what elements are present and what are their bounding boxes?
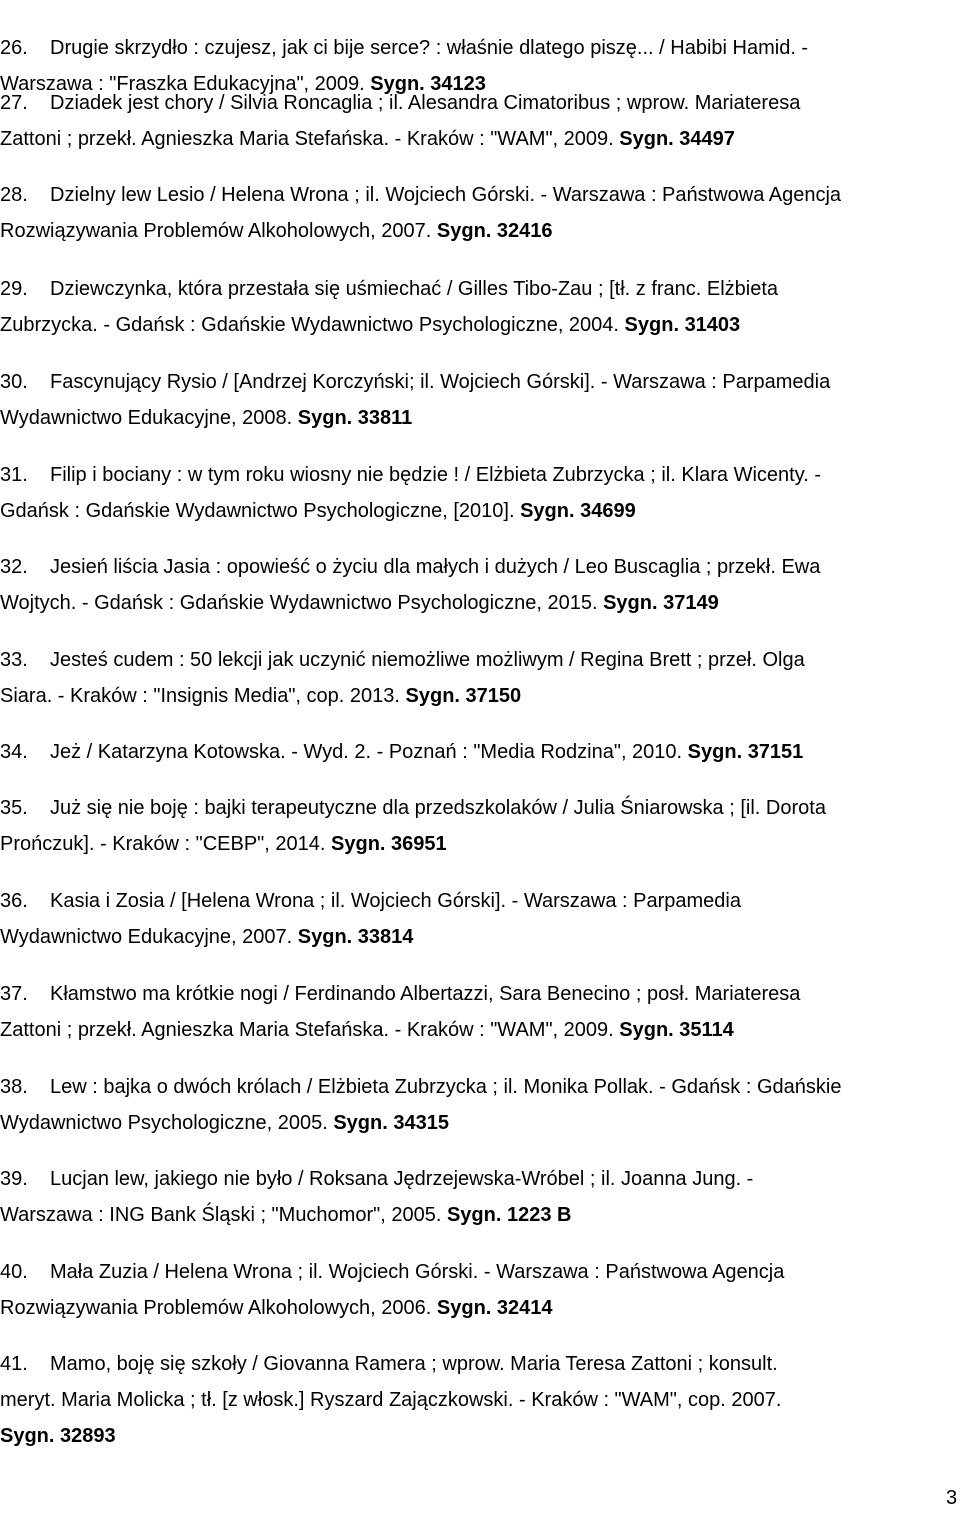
entry-text: Lucjan lew, jakiego nie było / Roksana Jędrzejewska-Wróbel ; il. Joanna Jung. - xyxy=(50,1168,754,1190)
entry-text: Mała Zuzia / Helena Wrona ; il. Wojciech Górski. - Warszawa : Państwowa Agencja xyxy=(50,1261,785,1283)
signature-label: Sygn. xyxy=(520,500,575,522)
entry-text: Jesień liścia Jasia : opowieść o życiu dla małych i dużych / Leo Buscaglia ; przekł. Ewa xyxy=(50,556,821,578)
signature-label: Sygn. xyxy=(603,592,658,614)
bibliography-entry xyxy=(0,549,960,621)
entry-text: Drugie skrzydło : czujesz, jak ci bije serce? : właśnie dlatego piszę... / Habibi Hamid. - xyxy=(50,37,809,59)
entry-text: Rozwiązywania Problemów Alkoholowych, 2006. xyxy=(0,1297,432,1319)
entry-text: Zattoni ; przekł. Agnieszka Maria Stefańska. - Kraków : "WAM", 2009. xyxy=(0,1019,614,1041)
entry-text: Prończuk]. - Kraków : "CEBP", 2014. xyxy=(0,833,326,855)
entry-text: Filip i bociany : w tym roku wiosny nie będzie ! / Elżbieta Zubrzycka ; il. Klara Wicenty. - xyxy=(50,464,822,486)
entry-number: 41. xyxy=(0,1353,28,1375)
signature-label: Sygn. xyxy=(619,1019,674,1041)
entry-text: Zattoni ; przekł. Agnieszka Maria Stefańska. - Kraków : "WAM", 2009. xyxy=(0,128,614,150)
entry-text: Wojtych. - Gdańsk : Gdańskie Wydawnictwo Psychologiczne, 2015. xyxy=(0,592,598,614)
bibliography-entry xyxy=(0,271,960,343)
signature-label: Sygn. xyxy=(405,685,460,707)
entry-text: Siara. - Kraków : "Insignis Media", cop. 2013. xyxy=(0,685,400,707)
entry-number: 36. xyxy=(0,890,28,912)
entry-number: 35. xyxy=(0,797,28,819)
bibliography-entry xyxy=(0,883,960,955)
bibliography-entry xyxy=(0,1346,960,1454)
entry-text: Zubrzycka. - Gdańsk : Gdańskie Wydawnictwo Psychologiczne, 2004. xyxy=(0,314,619,336)
signature-label: Sygn. xyxy=(619,128,674,150)
bibliography-entry xyxy=(0,85,960,157)
signature-number: 34699 xyxy=(580,500,636,522)
entry-text: Wydawnictwo Edukacyjne, 2007. xyxy=(0,926,293,948)
bibliography-entry xyxy=(0,976,960,1048)
signature-label: Sygn. xyxy=(297,926,353,948)
entry-text: Dziewczynka, która przestała się uśmiechać / Gilles Tibo-Zau ; [tł. z franc. Elżbieta xyxy=(50,278,779,300)
entry-text: Gdańsk : Gdańskie Wydawnictwo Psychologiczne, [2010]. xyxy=(0,500,515,522)
signature-number: 32414 xyxy=(496,1297,553,1319)
entry-number: 40. xyxy=(0,1261,28,1283)
bibliography-entry xyxy=(0,364,960,436)
signature-number: 33811 xyxy=(357,407,413,429)
signature-label: Sygn. xyxy=(370,73,425,95)
signature-number: 31403 xyxy=(684,314,741,336)
entry-number: 34. xyxy=(0,741,28,763)
entry-text: Warszawa : "Fraszka Edukacyjna", 2009. xyxy=(0,73,365,95)
signature-label: Sygn. xyxy=(333,1112,388,1134)
entry-number: 30. xyxy=(0,371,28,393)
signature-number: 32416 xyxy=(496,220,553,242)
entry-text: Kasia i Zosia / [Helena Wrona ; il. Wojciech Górski]. - Warszawa : Parpamedia xyxy=(50,890,741,912)
page-number: 3 xyxy=(946,1487,958,1509)
entry-text: Wydawnictwo Edukacyjne, 2008. xyxy=(0,407,293,429)
signature-label: Sygn. xyxy=(297,407,353,429)
entry-text: meryt. Maria Molicka ; tł. [z włosk.] Ryszard Zajączkowski. - Kraków : "WAM", cop. 2007. xyxy=(0,1389,782,1411)
entry-text: Kłamstwo ma krótkie nogi / Ferdinando Albertazzi, Sara Benecino ; posł. Mariateresa xyxy=(50,983,801,1005)
signature-number: 35114 xyxy=(679,1019,734,1041)
signature-label: Sygn. xyxy=(687,741,743,763)
entry-number: 29. xyxy=(0,278,28,300)
entry-number: 33. xyxy=(0,649,28,671)
signature-number: 37150 xyxy=(465,685,522,707)
entry-number: 32. xyxy=(0,556,28,578)
entry-text: Wydawnictwo Psychologiczne, 2005. xyxy=(0,1112,328,1134)
bibliography-entry xyxy=(0,734,960,770)
entry-text: Rozwiązywania Problemów Alkoholowych, 2007. xyxy=(0,220,432,242)
signature-label: Sygn. xyxy=(624,314,679,336)
signature-label: Sygn. xyxy=(0,1425,55,1447)
entry-number: 26. xyxy=(0,37,28,59)
entry-text: Lew : bajka o dwóch królach / Elżbieta Zubrzycka ; il. Monika Pollak. - Gdańsk : Gdańskie xyxy=(50,1076,842,1098)
bibliography-entry xyxy=(0,1069,960,1141)
signature-number: 33814 xyxy=(357,926,414,948)
entry-text: Jeż / Katarzyna Kotowska. - Wyd. 2. - Poznań : "Media Rodzina", 2010. xyxy=(50,741,683,763)
signature-label: Sygn. xyxy=(331,833,386,855)
signature-number: 32893 xyxy=(60,1425,116,1447)
entry-number: 27. xyxy=(0,92,28,114)
entry-text: Już się nie boję : bajki terapeutyczne dla przedszkolaków / Julia Śniarowska ; [il. Dorota xyxy=(50,797,826,819)
signature-number: 37151 xyxy=(747,741,804,763)
entry-number: 39. xyxy=(0,1168,28,1190)
entry-text: Dzielny lew Lesio / Helena Wrona ; il. Wojciech Górski. - Warszawa : Państwowa Agencja xyxy=(50,184,842,206)
entry-number: 37. xyxy=(0,983,28,1005)
entry-text: Dziadek jest chory / Silvia Roncaglia ; il. Alesandra Cimatoribus ; wprow. Mariateresa xyxy=(50,92,801,114)
signature-label: Sygn. xyxy=(436,220,492,242)
signature-number: 1223 B xyxy=(506,1204,572,1226)
signature-label: Sygn. xyxy=(446,1204,502,1226)
bibliography-entry xyxy=(0,177,960,249)
signature-number: 34315 xyxy=(393,1112,449,1134)
signature-number: 34123 xyxy=(430,73,486,95)
entry-text: Mamo, boję się szkoły / Giovanna Ramera ; wprow. Maria Teresa Zattoni ; konsult. xyxy=(50,1353,778,1375)
signature-number: 37149 xyxy=(663,592,719,614)
bibliography-entry xyxy=(0,1161,960,1233)
bibliography-entry xyxy=(0,1254,960,1326)
entry-text: Fascynujący Rysio / [Andrzej Korczyński; il. Wojciech Górski]. - Warszawa : Parpamedia xyxy=(50,371,831,393)
signature-number: 34497 xyxy=(679,128,735,150)
bibliography-entry xyxy=(0,457,960,529)
entry-text: Warszawa : ING Bank Śląski ; "Muchomor", 2005. xyxy=(0,1204,442,1226)
entry-number: 28. xyxy=(0,184,28,206)
entry-text: Jesteś cudem : 50 lekcji jak uczynić niemożliwe możliwym / Regina Brett ; przeł. Olga xyxy=(50,649,805,671)
signature-label: Sygn. xyxy=(436,1297,492,1319)
bibliography-entry xyxy=(0,790,960,862)
signature-number: 36951 xyxy=(391,833,447,855)
bibliography-entry xyxy=(0,642,960,714)
entry-number: 31. xyxy=(0,464,28,486)
entry-number: 38. xyxy=(0,1076,28,1098)
